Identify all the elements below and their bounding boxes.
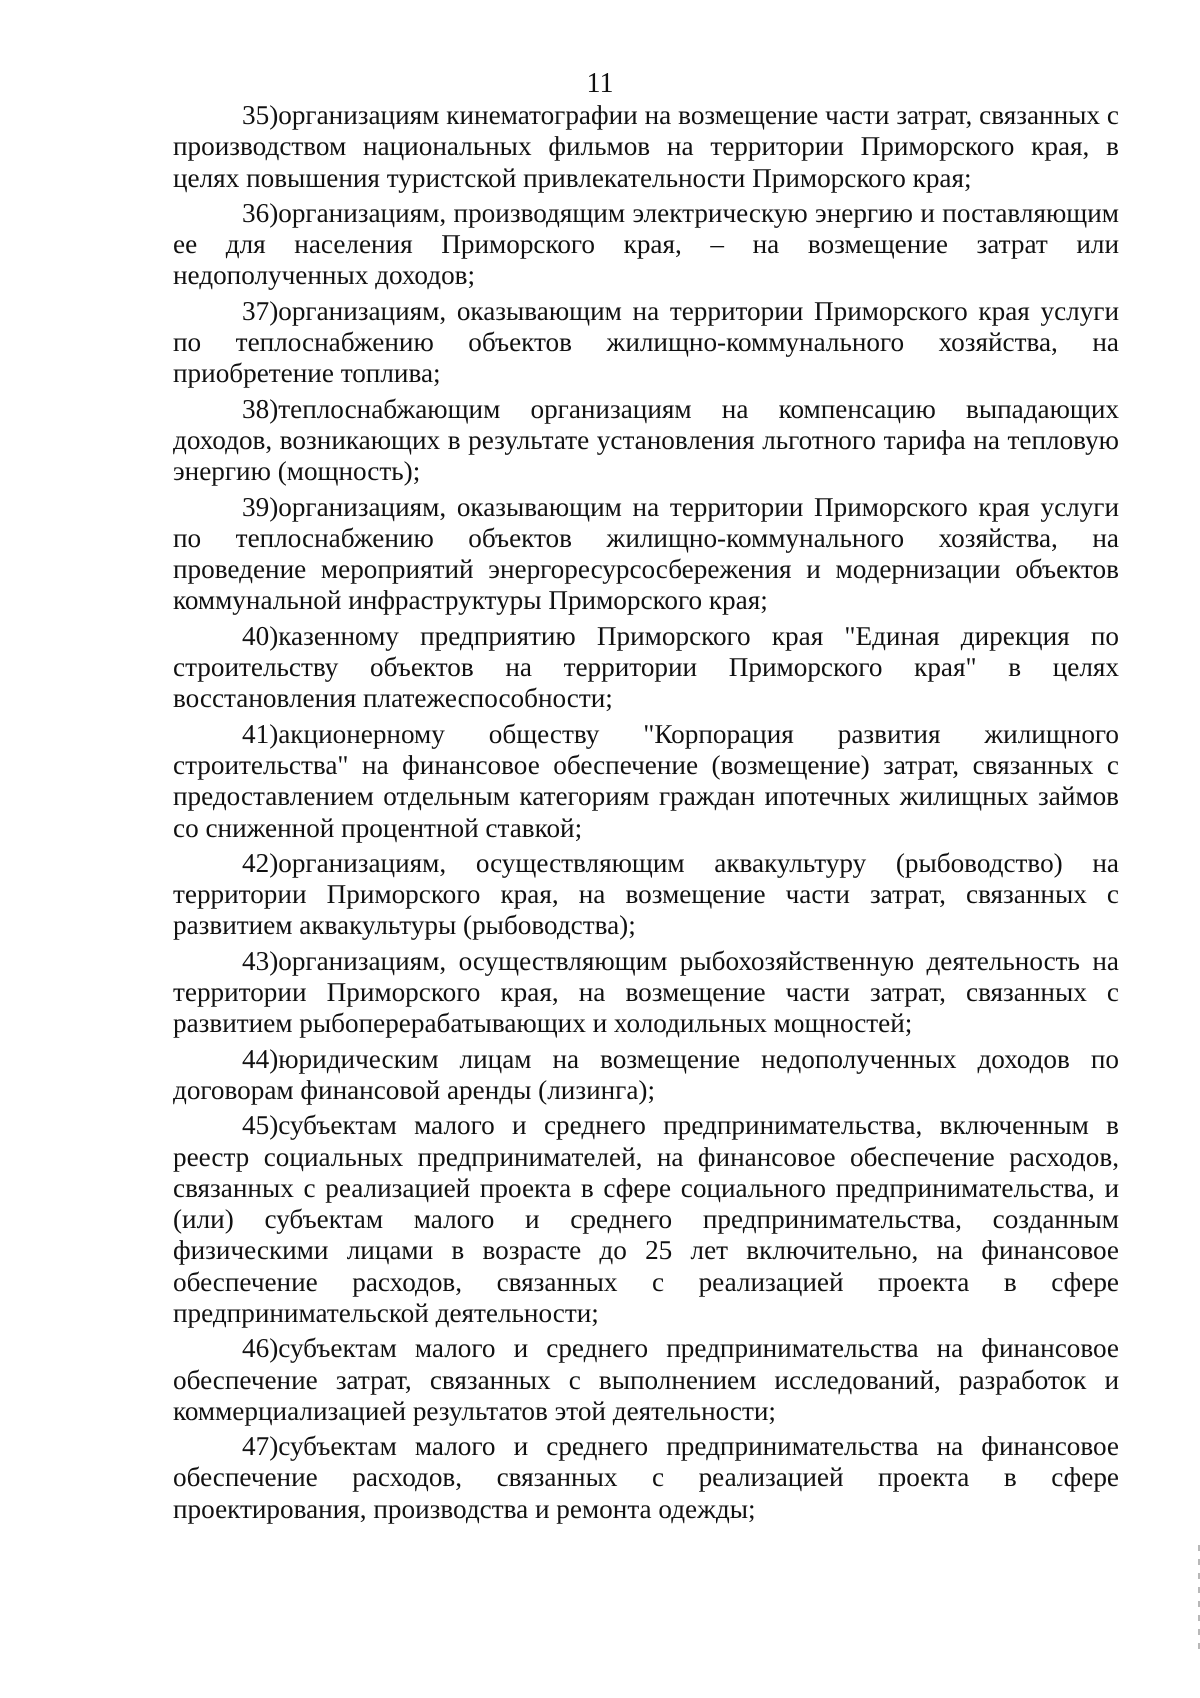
list-item-39: 39)организациям, оказывающим на территории Приморского края услуги по теплоснабжению объектов жилищно-коммунального хозяйства, на проведение мероприятий энергоресурсосбережения и модернизации объектов коммунальной инфраструктуры Приморского края; bbox=[173, 491, 1119, 616]
list-item-38: 38)теплоснабжающим организациям на компенсацию выпадающих доходов, возникающих в результате установления льготного тарифа на тепловую энергию (мощность); bbox=[173, 393, 1119, 487]
list-item-44: 44)юридическим лицам на возмещение недополученных доходов по договорам финансовой аренды (лизинга); bbox=[173, 1043, 1119, 1105]
list-item-35: 35)организациям кинематографии на возмещение части затрат, связанных с производством национальных фильмов на территории Приморского края, в целях повышения туристской привлекательности Приморского края; bbox=[173, 100, 1119, 193]
list-item-41: 41)акционерному обществу "Корпорация развития жилищного строительства" на финансовое обеспечение (возмещение) затрат, связанных с предоставлением отдельным категориям граждан ипотечных жилищных займов со сниженной процентной ставкой; bbox=[173, 718, 1119, 843]
list-item-45: 45)субъектам малого и среднего предпринимательства, включенным в реестр социальных предпринимателей, на финансовое обеспечение расходов, связанных с реализацией проекта в сфере социального предпринимательства, и (или) субъектам малого и среднего предпринимательства, созданным физическими лицами в возрасте до 25 лет включительно, на финансовое обеспечение расходов, связанных с реализацией проекта в сфере предпринимательской деятельности; bbox=[173, 1110, 1119, 1328]
list-item-42: 42)организациям, осуществляющим аквакультуру (рыбоводство) на территории Приморского края, на возмещение части затрат, связанных с развитием аквакультуры (рыбоводства); bbox=[173, 847, 1119, 941]
document-body bbox=[173, 100, 1119, 1529]
list-item-36: 36)организациям, производящим электрическую энергию и поставляющим ее для населения Приморского края, – на возмещение затрат или недополученных доходов; bbox=[173, 197, 1119, 291]
list-item-46: 46)субъектам малого и среднего предпринимательства на финансовое обеспечение затрат, связанных с выполнением исследований, разработок и коммерциализацией результатов этой деятельности; bbox=[173, 1333, 1119, 1426]
page-number: 11 bbox=[586, 68, 614, 99]
list-item-40: 40)казенному предприятию Приморского края "Единая дирекция по строительству объектов на территории Приморского края" в целях восстановления платежеспособности; bbox=[173, 620, 1119, 714]
list-item-43: 43)организациям, осуществляющим рыбохозяйственную деятельность на территории Приморского края, на возмещение части затрат, связанных с развитием рыбоперерабатывающих и холодильных мощностей; bbox=[173, 945, 1119, 1039]
list-item-47: 47)субъектам малого и среднего предпринимательства на финансовое обеспечение расходов, связанных с реализацией проекта в сфере проектирования, производства и ремонта одежды; bbox=[173, 1431, 1119, 1524]
list-item-37: 37)организациям, оказывающим на территории Приморского края услуги по теплоснабжению объектов жилищно-коммунального хозяйства, на приобретение топлива; bbox=[173, 295, 1119, 389]
